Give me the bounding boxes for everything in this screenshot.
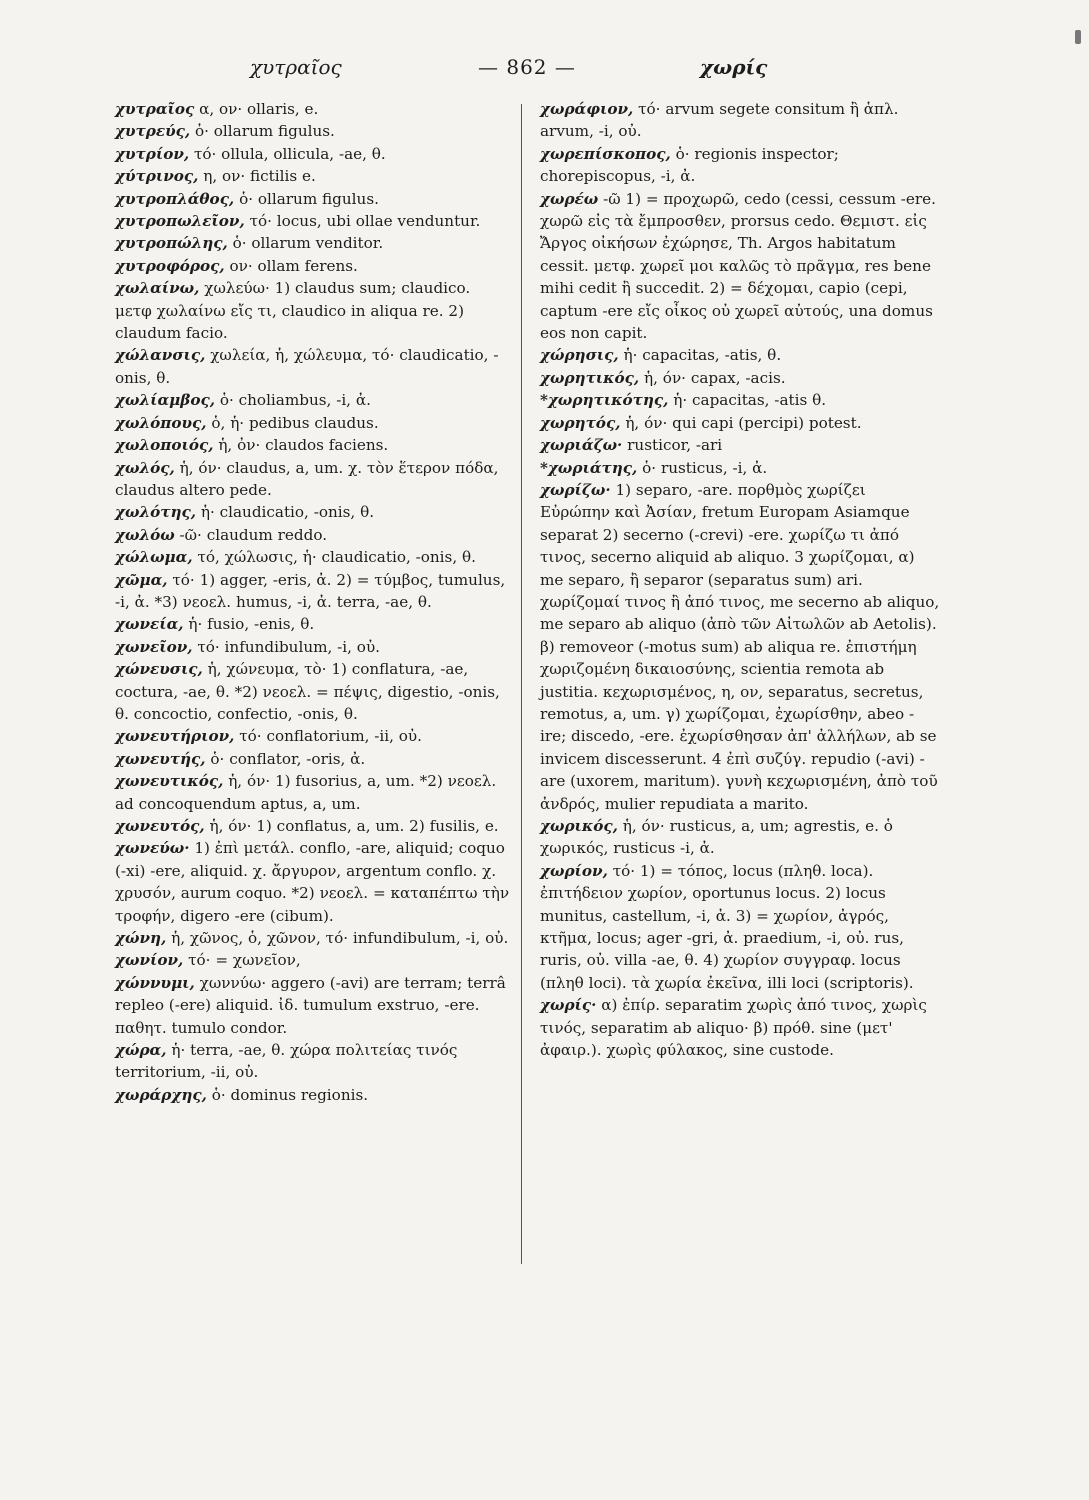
entry-headword: χωλός, [115, 458, 175, 477]
dictionary-entry [115, 457, 510, 502]
dictionary-entry [115, 837, 510, 927]
entry-headword: χυτροπωλεῖον, [115, 212, 245, 231]
dictionary-entry [540, 479, 940, 815]
entry-headword: χυτραῖος [115, 100, 195, 118]
entry-headword: χωνευτήριον, [115, 727, 235, 746]
entry-definition: τό· conflatorium, -ii, οὐ. [239, 727, 422, 746]
dictionary-entry [540, 815, 940, 860]
entry-headword: χωριάζω· [540, 436, 623, 455]
entry-definition: α, ον· ollaris, e. [199, 100, 319, 118]
page-number: — 862 — [478, 55, 576, 79]
right-column [540, 98, 940, 1061]
dictionary-entry [115, 98, 510, 120]
dictionary-entry [115, 770, 510, 815]
entry-headword: χωλότης, [115, 503, 197, 522]
entry-definition: ὁ· ollarum figulus. [239, 189, 379, 208]
entry-definition: χωλεύω· 1) claudus sum; claudico. μετφ χωλαίνω εἴς τι, claudico in aliqua re. 2) claudum facio. [115, 279, 471, 343]
left-column [115, 98, 510, 1106]
entry-definition: 1) separo, -are. πορθμὸς χωρίζει Εὐρώπην καὶ Ἀσίαν, fretum Europam Asiamque separat 2) secerno (-crevi) -ere. χωρίζω τι ἀπό τινος, secerno aliquid ab aliquo. 3 χωρίζομαι, α) me separo, ἢ separor (separatus sum) ari. χωρίζομαί τινος ἢ ἀπό τινος, me secerno ab aliquo, me separo ab aliquo (ἀπὸ τῶν Αἰτωλῶν ab Aetolis). β) removeor (-motus sum) ab aliqua re. ἐπιστήμη χωριζομένη δικαιοσύνης, scientia remota ab justitia. κεχωρισμένος, η, ον, separatus, secretus, remotus, a, um. γ) χωρίζομαι, ἐχωρίσθην, abeo -ire; discedo, -ere. ἐχωρίσθησαν ἀπ' ἀλλήλων, ab se invicem discesserunt. 4 ἐπὶ συζύγ. repudio (-avi) -are (uxorem, maritum). γυνὴ κεχωρισμένη, ἀπὸ τοῦ ἀνδρός, mulier repudiata a marito. [540, 480, 940, 813]
page-edge-mark [1075, 30, 1081, 44]
dictionary-entry [115, 210, 510, 232]
dictionary-entry [115, 927, 510, 949]
dictionary-entry [115, 389, 510, 411]
entry-headword: χωλόω [115, 525, 175, 544]
entry-definition: rusticor, -ari [627, 436, 723, 455]
entry-definition: τό· arvum segete consitum ἢ ἁπλ. arvum, -i, οὐ. [540, 100, 899, 141]
entry-headword: χωνεῖον, [115, 637, 193, 656]
entry-headword: χωνεύω· [115, 839, 190, 858]
dictionary-entry [115, 658, 510, 725]
dictionary-entry [540, 143, 940, 188]
entry-definition: ἡ· claudicatio, -onis, θ. [200, 503, 375, 522]
dictionary-entry [540, 434, 940, 456]
dictionary-entry [115, 524, 510, 546]
entry-headword: χώρα, [115, 1041, 167, 1060]
entry-definition: ὁ· ollarum figulus. [194, 122, 335, 141]
entry-headword: χωρητικός, [540, 368, 640, 387]
entry-headword: χώνη, [115, 929, 167, 948]
entry-headword: χώρησις, [540, 346, 619, 365]
entry-definition: -ῶ 1) = προχωρῶ, cedo (cessi, cessum -ere. χωρῶ εἰς τὰ ἔμπροσθεν, prorsus cedo. Θεμιστ. εἰς Ἄργος οἰκήσων ἐχώρησε, Th. Argos habitatum cessit. μετφ. χωρεῖ μοι καλῶς τὸ πρᾶγμα, res bene mihi cedit ἢ succedit. 2) = δέχομαι, capio (cepi, captum -ere εἴς οἶκος οὐ χωρεῖ αὐτούς, una domus eos non capit. [540, 189, 936, 343]
entry-headword: χωνευτός, [115, 817, 205, 835]
entry-headword: χωρίον, [540, 861, 608, 880]
entry-definition: ἡ, όν· qui capi (percipi) potest. [625, 413, 862, 432]
dictionary-entry [115, 972, 510, 1039]
entry-definition: ὁ, ἡ· pedibus claudus. [211, 413, 379, 432]
entry-headword: χυτροφόρος, [115, 256, 225, 275]
entry-definition: ἡ, όν· claudus, a, um. χ. τὸν ἕτερον πόδα, claudus altero pede. [115, 458, 499, 499]
entry-headword: χωρέω [540, 189, 599, 208]
entry-definition: α) ἐπίρ. separatim χωρὶς ἀπό τινος, χωρὶς τινός, separatim ab aliquo· β) πρόθ. sine (μετ' ἀφαιρ.). χωρὶς φύλακος, sine custode. [540, 996, 927, 1060]
entry-definition: ὁ· rusticus, -i, ἀ. [642, 458, 768, 477]
entry-headword: χυτροπλάθος, [115, 189, 235, 208]
entry-definition: ὁ· regionis inspector; chorepiscopus, -i, ἀ. [540, 144, 839, 186]
entry-headword: χυτρεύς, [115, 122, 191, 141]
dictionary-entry [115, 165, 510, 187]
entry-headword: χώλανσις, [115, 346, 206, 365]
entry-definition: χωννύω· aggero (-avi) are terram; terrâ repleo (-ere) aliquid. ἰδ. tumulum exstruo, -ere. παθητ. tumulo condor. [115, 973, 506, 1037]
page-header [0, 55, 1089, 95]
entry-headword: χωνευτικός, [115, 772, 224, 791]
entry-definition: ὁ· ollarum venditor. [232, 234, 384, 253]
entry-definition: ἡ· capacitas, -atis θ. [673, 391, 827, 410]
header-right-guideword: χωρίς [700, 55, 768, 79]
entry-definition: ὁ· conflator, -oris, ἀ. [210, 749, 366, 768]
dictionary-entry [540, 412, 940, 434]
entry-definition: ἡ· terra, -ae, θ. χώρα πολιτείας τινός territorium, -ii, οὐ. [115, 1041, 458, 1082]
entry-definition: ἡ, όν· capax, -acis. [644, 368, 786, 387]
header-left-guideword: χυτραῖος [250, 55, 342, 79]
entry-headword: χώννυμι, [115, 973, 195, 992]
entry-headword: χωνίον, [115, 951, 184, 970]
entry-headword: χωλοποιός, [115, 436, 214, 455]
dictionary-entry [115, 501, 510, 523]
dictionary-entry [115, 1084, 510, 1106]
entry-headword: χωλίαμβος, [115, 391, 216, 410]
dictionary-entry [115, 748, 510, 770]
entry-headword: χωρητός, [540, 413, 621, 432]
dictionary-entry [540, 344, 940, 366]
entry-definition: ἡ, χώνευμα, τὸ· 1) conflatura, -ae, coctura, -ae, θ. *2) νεοελ. = πέψις, digestio, -onis, θ. concoctio, confectio, -onis, θ. [115, 660, 500, 723]
dictionary-entry [540, 367, 940, 389]
entry-definition: ἡ, όν· 1) conflatus, a, um. 2) fusilis, e. [209, 817, 499, 835]
entry-definition: τό· = χωνεῖον, [188, 951, 301, 970]
entry-definition: ἡ, ὀν· claudos faciens. [218, 436, 389, 455]
entry-headword: χῶμα, [115, 570, 168, 589]
dictionary-entry [115, 1039, 510, 1084]
dictionary-entry [115, 636, 510, 658]
entry-headword: χωνεία, [115, 615, 184, 634]
entry-headword: χώλωμα, [115, 548, 193, 567]
entry-headword: χωρεπίσκοπος, [540, 144, 671, 163]
dictionary-entry [115, 949, 510, 971]
dictionary-entry [115, 232, 510, 254]
entry-headword: χυτρίον, [115, 144, 190, 163]
column-divider [521, 104, 522, 1264]
entry-definition: ον· ollam ferens. [229, 256, 358, 275]
entry-headword: χώνευσις, [115, 660, 203, 679]
dictionary-entry [115, 569, 510, 614]
dictionary-entry [115, 277, 510, 344]
entry-headword: χωράφιον, [540, 100, 634, 118]
entry-headword: χωλαίνω, [115, 279, 200, 298]
entry-definition: τό· 1) agger, -eris, ἀ. 2) = τύμβος, tumulus, -i, ἀ. *3) νεοελ. humus, -i, ἀ. terra, -ae, θ. [115, 570, 506, 611]
entry-definition: -ῶ· claudum reddo. [179, 525, 328, 544]
dictionary-entry [115, 188, 510, 210]
entry-headword: χωράρχης, [115, 1085, 207, 1104]
dictionary-entry [540, 98, 940, 143]
dictionary-entry [115, 412, 510, 434]
dictionary-entry [115, 613, 510, 635]
entry-headword: χυτροπώλης, [115, 234, 228, 253]
dictionary-entry [540, 860, 940, 994]
dictionary-entry [115, 143, 510, 165]
dictionary-entry [115, 344, 510, 389]
dictionary-entry [540, 457, 940, 479]
entry-definition: τό, χώλωσις, ἡ· claudicatio, -onis, θ. [197, 548, 476, 567]
entry-definition: ἡ· fusio, -enis, θ. [188, 615, 315, 634]
entry-definition: ἡ· capacitas, -atis, θ. [623, 346, 782, 365]
dictionary-entry [115, 815, 510, 837]
entry-headword: χωρίς· [540, 996, 597, 1015]
entry-definition: τό· infundibulum, -i, οὐ. [197, 637, 381, 656]
entry-definition: ἡ, όν· rusticus, a, um; agrestis, e. ὁ χωρικός, rusticus -i, ἀ. [540, 817, 893, 858]
entry-headword: χύτρινος, [115, 167, 199, 186]
dictionary-entry [540, 188, 940, 345]
entry-definition: ὁ· dominus regionis. [211, 1085, 369, 1104]
entry-definition: ἡ, χῶνος, ὁ, χῶνον, τό· infundibulum, -i, οὐ. [171, 929, 509, 948]
dictionary-entry [115, 434, 510, 456]
entry-headword: *χωριάτης, [540, 458, 638, 477]
entry-headword: *χωρητικότης, [540, 391, 669, 410]
entry-definition: ἡ, όν· 1) fusorius, a, um. *2) νεοελ. ad concoquendum aptus, a, um. [115, 772, 497, 813]
entry-headword: χωρίζω· [540, 480, 611, 499]
entry-definition: 1) ἐπὶ μετάλ. conflo, -are, aliquid; coquo (-xi) -ere, aliquid. χ. ἄργυρον, argentum conflo. χ. χρυσόν, aurum coquo. *2) νεοελ. = καταπέπτω τὴν τροφήν, digero -ere (cibum). [115, 839, 510, 925]
entry-definition: τό· locus, ubi ollae venduntur. [249, 212, 481, 231]
dictionary-entry [540, 994, 940, 1061]
entry-definition: τό· ollula, ollicula, -ae, θ. [193, 144, 386, 163]
dictionary-entry [540, 389, 940, 411]
entry-definition: ὁ· choliambus, -i, ἀ. [219, 391, 371, 410]
entry-definition: τό· 1) = τόπος, locus (πληθ. loca). ἐπιτήδειον χωρίον, oportunus locus. 2) locus munitus, castellum, -i, ἀ. 3) = χωρίον, ἀγρός, κτῆμα, locus; ager -gri, ἀ. praedium, -i, οὐ. rus, ruris, οὐ. villa -ae, θ. 4) χωρίον συγγραφ. locus (πληθ loci). τὰ χωρία ἐκεῖνα, illi loci (scriptoris). [540, 861, 914, 992]
dictionary-entry [115, 255, 510, 277]
dictionary-entry [115, 120, 510, 142]
entry-headword: χωρικός, [540, 817, 618, 835]
entry-headword: χωνευτής, [115, 749, 206, 768]
dictionary-entry [115, 725, 510, 747]
entry-headword: χωλόπους, [115, 413, 207, 432]
dictionary-entry [115, 546, 510, 568]
entry-definition: χωλεία, ἡ, χώλευμα, τό· claudicatio, -onis, θ. [115, 346, 499, 387]
entry-definition: η, ον· fictilis e. [203, 167, 316, 186]
